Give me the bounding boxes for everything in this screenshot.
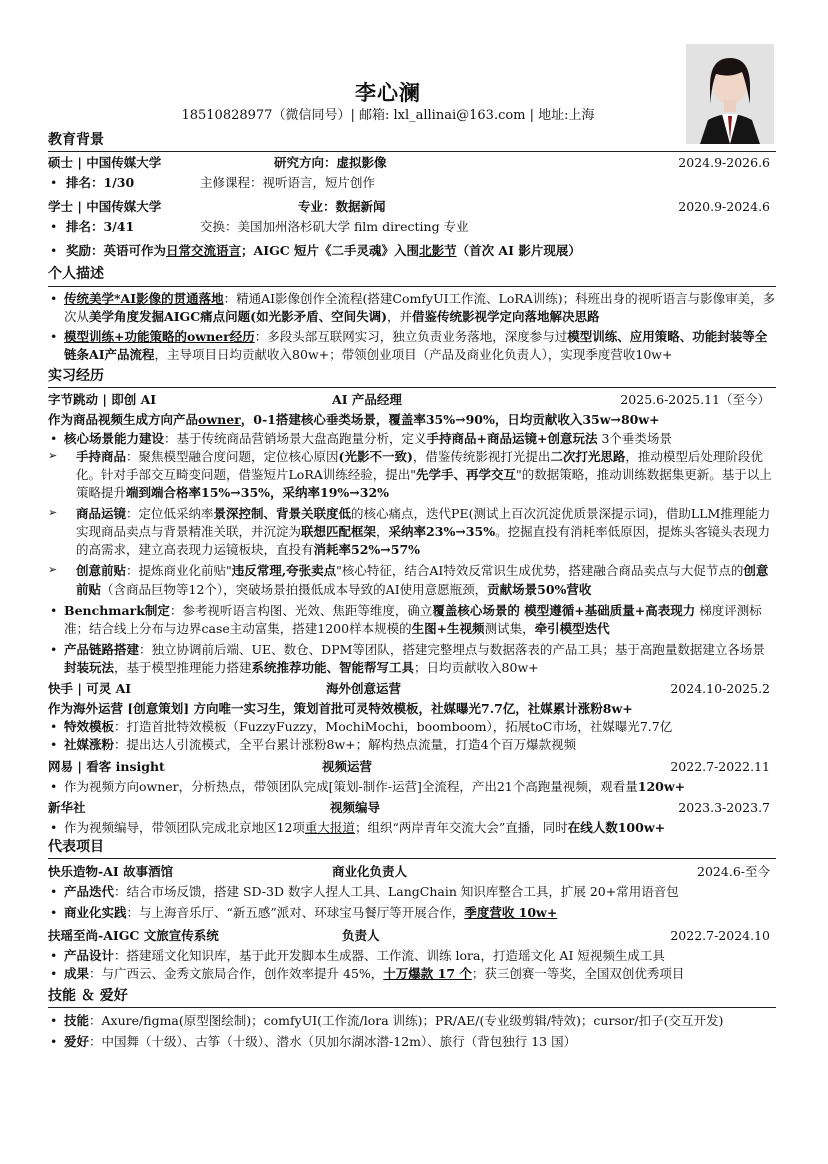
profile-2-b: ：多段头部互联网实习，独立负责业务落地，深度参与过 [254,328,568,344]
p1-item-1 [48,883,776,901]
master-date: 2024.9-2026.6 [678,155,770,171]
p2-b1-b: ：搭建瑶文化知识库，基于此开发脚本生成器、工作流、训练 lora，打造瑶文化 AI 短视频生成工具 [114,948,665,964]
p2-item-1 [48,947,776,965]
bd-chain-f: ；日均贡献收入80w+ [414,660,539,676]
bd-cre-b: ：提炼商业化前贴" [126,563,232,579]
xinhua-row [48,799,776,819]
p1-b2-c: 季度营收 10w+ [464,905,558,921]
bachelor-date: 2020.9-2024.6 [678,199,770,215]
bd-cre-g: 贡献场景50%营收 [487,581,592,597]
p1-b1-a: 产品迭代 [64,884,115,900]
profile-1-a: 传统美学*AI影像的贯通落地 [64,290,224,306]
bd-hold-c: (光影不一致) [338,448,413,464]
bd-cam-f: ， [376,524,389,540]
bd-cam-g: 采纳率23%→35% [388,524,496,540]
bullet-icon: • [50,966,58,982]
p1-b1-b: ：结合市场反馈，搭建 SD-3D 数字人捏人工具、LangChain 知识库整合工具，扩展 20+常用语音包 [114,884,679,900]
wy-b1-b: 120w+ [637,778,686,794]
master-direction: 研究方向：虚拟影像 [274,155,387,171]
bd-bench-c: 覆盖核心场景的 模型遵循+基础质量+高表现力 [432,602,696,618]
bd-chain-b: ：独立协调前后端、UE、数仓、DPM等团队，搭建完整埋点与数据落表的产品工具；基于高跑量数据建立各场景 [139,641,765,657]
bd-bench-d: 梯度评测标准；结合线上分布与边界case主动富集，搭建1200样本规模的 [64,602,762,636]
ks-item-2 [48,736,776,754]
project-1-row [48,863,776,883]
section-skills: 技能 ＆ 爱好 [48,986,776,1008]
arrow-icon: ➢ [48,506,58,520]
edu-master-detail [48,174,776,194]
bd-cre-e: 创意前贴 [76,563,769,597]
bd-hold-e: 二次打光思路 [550,448,626,464]
bytedance-role: AI 产品经理 [332,392,402,408]
profile-1-e: 借鉴传统影视学定向落地解决思路 [412,308,600,324]
edu-master-row [48,154,776,174]
project-2-date: 2022.7-2024.10 [670,928,770,944]
edu-bachelor-row [48,198,776,218]
bullet-icon: • [50,1033,58,1049]
bullet-icon: • [50,1012,58,1028]
bullet-icon: • [50,328,58,344]
xh-b1-b: 重大报道 [304,819,355,835]
award-text-d: 北影节 [419,243,457,259]
bullet-icon: • [50,905,58,921]
s1-b: ：Axure/figma(原型图绘制)；comfyUI(工作流/lora 训练)；PR/AE/(专业级剪辑/特效)；cursor/扣子(交互开发) [89,1012,724,1028]
bullet-icon: • [50,737,58,753]
bd-bench-b: ：参考视听语言构图、光效、焦距等维度，确立 [169,602,433,618]
ks-b1-a: 特效模板 [64,719,115,735]
ks-b1-b: ：打造首批特效模板（FuzzyFuzzy，MochiMochi，boomboom），拓展toC市场，社媒曝光7.7亿 [114,719,673,735]
s1-a: 技能 [64,1012,90,1028]
arrow-icon: ➢ [48,563,58,577]
bullet-icon: • [50,430,58,446]
master-course: 主修课程：视听语言，短片创作 [200,175,376,191]
bachelor-rank: 排名：3/41 [66,219,135,235]
bd-cam-d: 的核心痛点，迭代PE(测试上百次沉淀优质景深提示词)，借助LLM推理能力实现商品卖点与背景精准关联，并沉淀为 [76,506,771,540]
xinhua-role: 视频编导 [330,799,381,815]
section-profile: 个人描述 [48,264,776,286]
bullet-icon: • [50,602,58,618]
bd-bench-a: Benchmark制定 [64,602,170,618]
bd-cam-a: 商品运镜 [76,506,127,522]
p2-b2-b: ：与广西云、金秀文旅局合作，创作效率提升 45%， [89,966,384,982]
bd-camera [48,505,776,559]
master-rank: 排名：1/30 [66,175,135,191]
xinhua-company: 新华社 [48,799,86,815]
bd-hold [48,448,776,502]
master-school: 硕士 | 中国传媒大学 [48,155,162,171]
section-internship: 实习经历 [48,366,776,388]
profile-1-c: 美学角度发掘AIGC痛点问题(如光影矛盾、空间失调) [89,308,388,324]
bd-core-b: ：基于传统商品营销场景大盘高跑量分析，定义 [164,430,427,446]
bd-hold-h: "的数据策略，推动训练数据集更新。基于以上策略提升 [76,466,772,500]
ks-item-1 [48,718,776,736]
edu-award [48,242,776,262]
bytedance-row [48,391,776,411]
project-2-row [48,927,776,947]
p2-b2-a: 成果 [64,966,90,982]
profile-item-1 [48,290,776,326]
award-text-c: ；AIGC 短片《二手灵魂》入围 [241,243,420,259]
bd-creative [48,562,776,598]
bd-hold-i: 端到端合格率15%→35%，采纳率19%→32% [126,484,390,500]
bd-bench-g: 牵引模型迭代 [534,620,610,636]
project-1-date: 2024.6-至今 [697,864,770,880]
p1-b2-b: ：与上海音乐厅、“新五感”派对、环球宝马餐厅等开展合作， [126,905,465,921]
kuaishou-row [48,680,776,700]
skill-item-1 [48,1012,776,1030]
arrow-icon: ➢ [48,448,58,462]
bd-bench-f: 测试集， [484,620,535,636]
bd-hold-a: 手持商品 [76,448,127,464]
profile-2-a: 模型训练+功能策略的owner经历 [64,328,255,344]
bullet-icon: • [50,243,58,259]
bd-cam-i: 消耗率52%→57% [313,542,421,558]
bullet-icon: • [50,948,58,964]
bd-cam-c: 景深控制、背景关联度低 [213,506,352,522]
bachelor-exchange: 交换：美国加州洛杉矶大学 film directing 专业 [200,219,469,235]
xh-b1-c: ；组织“两岸青年交流大会”直播，同时 [354,819,568,835]
bullet-icon: • [50,290,58,306]
profile-1-b: ：精通AI影像创作全流程(搭建ComfyUI工作流、LoRA训练)；科班出身的视听语言与影像审美，多次从 [64,290,776,324]
project-2-name: 扶瑶至尚-AIGC 文旅宣传系统 [48,928,219,944]
kuaishou-company: 快手 | 可灵 AI [48,681,132,697]
bd-core-c: 手持商品+商品运镜+创意玩法 [426,430,598,446]
bd-benchmark [48,602,776,638]
xh-item-1 [48,819,776,837]
bd-cre-a: 创意前贴 [76,563,127,579]
bd-core-d: 3个垂类场景 [597,430,672,446]
p1-b2-a: 商业化实践 [64,905,127,921]
bd-hold-b: ：聚焦模型融合度问题，定位核心原因 [126,448,339,464]
netease-role: 视频运营 [322,758,373,774]
xh-b1-a: 作为视频编导，带领团队完成北京地区12项 [64,819,305,835]
profile-2-c: 模型训练、应用策略、功能封装等全链条AI产品流程 [64,328,768,362]
award-text-b: 日常交流语言 [166,243,242,259]
kuaishou-role: 海外创意运营 [326,681,402,697]
skill-item-2 [48,1033,776,1051]
s2-b: ：中国舞（十级）、古筝（十级）、潜水（贝加尔湖冰潜-12m）、旅行（背包独行 13 国） [89,1033,577,1049]
ks-b2-a: 社媒涨粉 [64,737,115,753]
kuaishou-summary: 作为海外运营 [创意策划] 方向唯一实习生，策划首批可灵特效模板，社媒曝光7.7亿，社媒累计涨粉8w+ [48,701,633,717]
profile-item-2 [48,328,776,364]
bd-hold-g: 先学手、再学交互 [416,466,517,482]
bullet-icon: • [50,819,58,835]
bd-summary-c: ，0-1搭建核心垂类场景，覆盖率35%→90%，日均贡献收入35w→80w+ [240,412,660,428]
xinhua-date: 2023.3-2023.7 [678,799,770,815]
bd-cam-b: ：定位低采纳率 [126,506,214,522]
bd-cre-d: "核心特征，结合AI特效反常识生成优势，搭建融合商品卖点与大促节点的 [336,563,744,579]
award-text-a: 奖励：英语可作为 [66,243,167,259]
netease-date: 2022.7-2022.11 [670,758,770,774]
project-2-role: 负责人 [342,928,380,944]
bd-core-a: 核心场景能力建设 [64,430,165,446]
bytedance-date: 2025.6-2025.11（至今） [620,392,770,408]
bullet-icon: • [50,641,58,657]
profile-2-d: ，主导项目日均贡献收入80w+；带领创业项目（产品及商业化负责人），实现季度营收10w+ [154,346,673,362]
bullet-icon: • [50,778,58,794]
bd-cre-f: （含商品巨物等12个），突破场景拍摄低成本导致的AI使用意愿瓶颈， [101,581,488,597]
bd-hold-d: ，借鉴传统影视打光提出 [412,448,551,464]
bd-hold-f: ，推动模型后处理阶段优化。针对手部交互畸变问题，借鉴短片LoRA训练经验，提出" [76,448,763,482]
p2-item-2 [48,965,776,983]
s2-a: 爱好 [64,1033,90,1049]
bd-bench-e: 生图+生视频 [411,620,485,636]
project-1-name: 快乐造物-AI 故事酒馆 [48,864,174,880]
netease-row [48,758,776,778]
candidate-name: 李心澜 [355,80,421,105]
bd-summary-b: owner [198,412,241,428]
bullet-icon: • [50,719,58,735]
edu-bachelor-detail [48,218,776,238]
bd-cam-e: 联想匹配框架 [301,524,377,540]
ks-b2-b: ：提出达人引流模式，全平台累计涨粉8w+；解构热点流量，打造4个百万爆款视频 [114,737,577,753]
p2-b1-a: 产品设计 [64,948,115,964]
xh-b1-d: 在线人数100w+ [567,819,666,835]
bd-chain [48,641,776,677]
bd-chain-a: 产品链路搭建 [64,641,140,657]
bd-summary-a: 作为商品视频生成方向产品 [48,412,199,428]
bachelor-school: 学士 | 中国传媒大学 [48,199,162,215]
contact-line: 18510828977（微信同号）| 邮箱: lxl_allinai@163.com | 地址:上海 [181,108,595,123]
project-1-role: 商业化负责人 [332,864,408,880]
p1-item-2 [48,904,776,922]
bd-core [48,430,776,448]
bd-chain-d: ，基于模型推理能力搭建 [114,660,252,676]
award-text-e: （首次 AI 影片现展） [456,243,581,259]
p2-b2-d: ；获三创赛一等奖，全国双创优秀项目 [471,966,685,982]
p2-b2-c: 十万爆款 17 个 [383,966,472,982]
bytedance-company: 字节跳动 | 即创 AI [48,392,157,408]
kuaishou-date: 2024.10-2025.2 [670,681,770,697]
bullet-icon: • [50,884,58,900]
bd-chain-c: 封装玩法 [64,660,115,676]
section-projects: 代表项目 [48,837,776,859]
bachelor-major: 专业：数据新闻 [298,199,386,215]
bullet-icon: • [50,219,58,235]
netease-company: 网易 | 看客 insight [48,758,165,774]
section-education: 教育背景 [48,130,776,152]
bd-cam-h: 。挖掘直投有消耗率低原因，提炼头客镜头表现力的高需求，建立高表现力运镜板块，直投有 [76,524,771,558]
bytedance-summary [48,411,776,429]
wy-item-1 [48,778,776,796]
bd-cre-c: 违反常理,夸张卖点 [231,563,337,579]
profile-1-d: ，并 [387,308,413,324]
bd-chain-e: 系统推荐功能、智能帮写工具 [251,660,415,676]
wy-b1-a: 作为视频方向owner，分析热点，带领团队完成[策划-制作-运营]全流程，产出21个高跑量视频，观看量 [64,778,638,794]
bullet-icon: • [50,175,58,191]
